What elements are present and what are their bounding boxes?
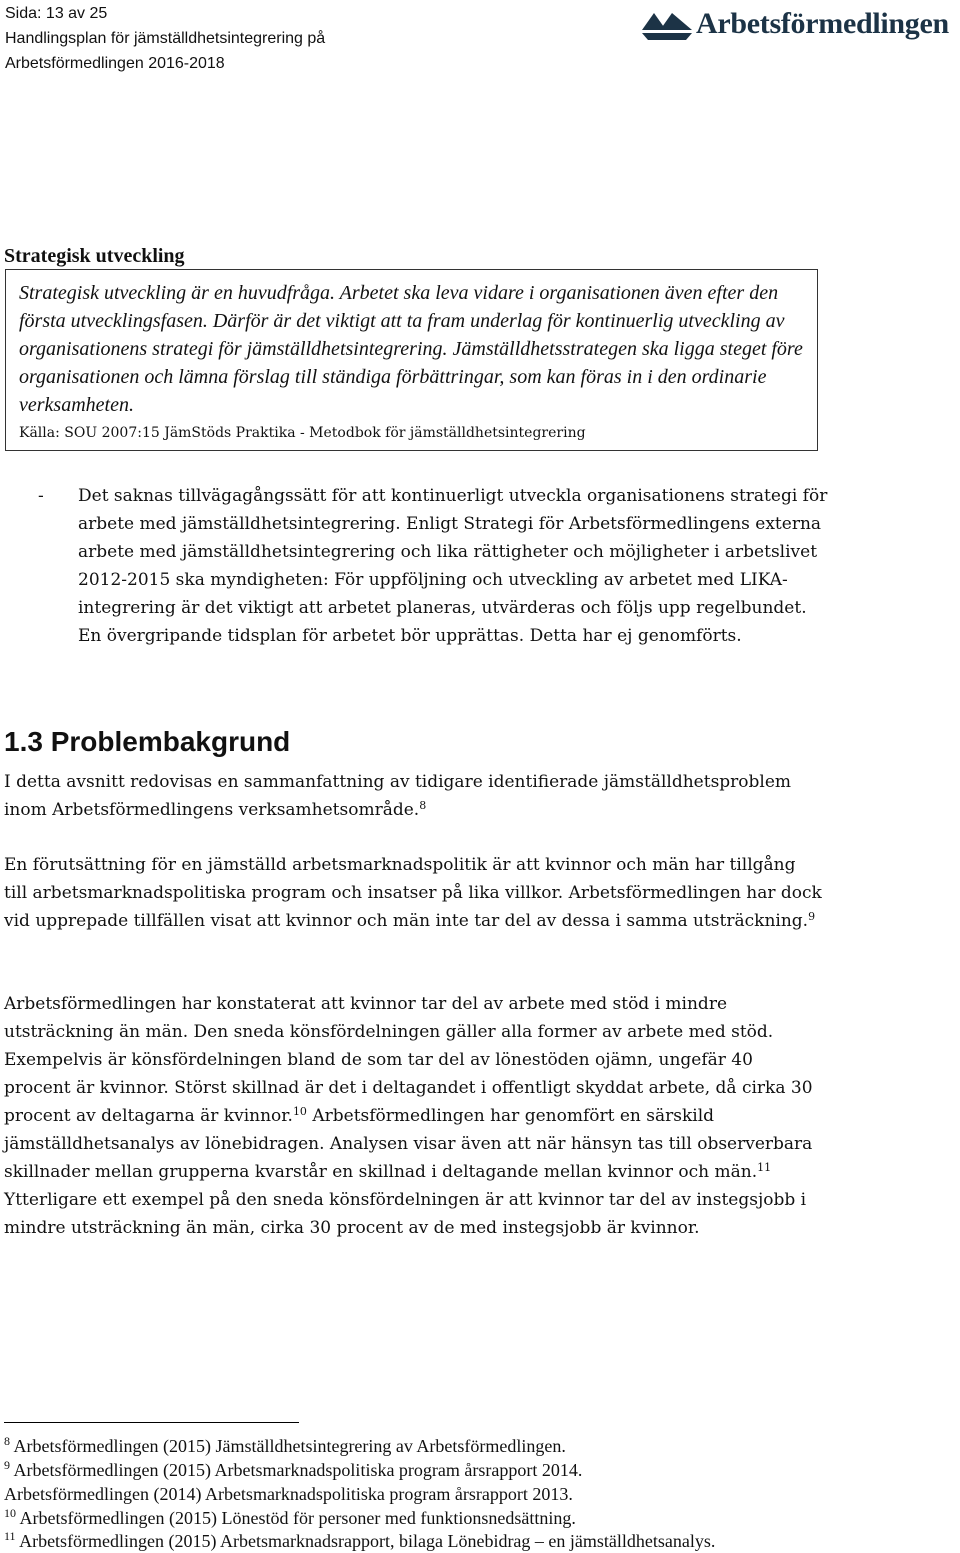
section-heading: 1.3 Problembakgrund — [4, 726, 291, 757]
paragraph-1-text: I detta avsnitt redovisas en sammanfattning av tidigare identifierade jämställdhetsproblem inom Arbetsförmedlingens verksamhetsområde. — [4, 772, 792, 820]
footnote-text: Arbetsförmedlingen (2015) Jämställdhetsintegrering av Arbetsförmedlingen. — [13, 1436, 566, 1456]
paragraph-3-text-a: Arbetsförmedlingen har konstaterat att kvinnor tar del av arbete med stöd i mindre utsträckning än män. Den sneda könsfördelningen gäller alla former av arbete med stöd. Exempelvis är könsfördelningen bland de som tar del av lönestöden ojämn, ungefär 40 procent är kvinnor. Störst skillnad är det i deltagandet i offentligt skyddat arbete, då cirka 30 procent av deltagarna är kvinnor. — [4, 994, 813, 1126]
footnote-ref[interactable]: 10 — [292, 1105, 307, 1118]
footnote-item — [4, 1506, 954, 1530]
section-title: Strategisk utveckling — [4, 245, 185, 267]
footnote-text: Arbetsförmedlingen (2015) Arbetsmarknadsrapport, bilaga Lönebidrag – en jämställdhetsanalys. — [19, 1531, 716, 1551]
paragraph-1 — [4, 768, 824, 824]
footnote-item — [4, 1529, 954, 1553]
footnote-item — [4, 1434, 954, 1458]
document-title-line1: Handlingsplan för jämställdhetsintegrering på — [5, 30, 326, 47]
quote-text: Strategisk utveckling är en huvudfråga. Arbetet ska leva vidare i organisationen även efter den första utvecklingsfasen. Därför är det viktigt att ta fram underlag för kontinuerlig utveckling av organisationens strategi för jämställdhetsintegrering. Jämställdhetsstrategen ska ligga steget före organisationen och lämna förslag till ständiga förbättringar, som kan föras in i den ordinarie verksamheten. — [19, 282, 803, 416]
footnote-number: 8 — [4, 1434, 10, 1448]
bullet-marker: - — [38, 486, 44, 506]
footnote-item — [4, 1482, 954, 1506]
paragraph-2 — [4, 851, 824, 935]
footnote-text: Arbetsförmedlingen (2015) Lönestöd för personer med funktionsnedsättning. — [19, 1508, 576, 1528]
footnote-text: Arbetsförmedlingen (2014) Arbetsmarknadspolitiska program årsrapport 2013. — [4, 1484, 573, 1504]
logo-mark-icon — [640, 4, 694, 46]
footnote-ref[interactable]: 8 — [419, 799, 427, 812]
footnote-number: 10 — [4, 1506, 16, 1520]
document-title-line2: Arbetsförmedlingen 2016-2018 — [5, 55, 225, 72]
footnote-ref[interactable]: 9 — [808, 910, 816, 923]
footnote-divider — [4, 1422, 299, 1423]
footnote-text: Arbetsförmedlingen (2015) Arbetsmarknadspolitiska program årsrapport 2014. — [13, 1460, 583, 1480]
quote-box — [5, 269, 818, 451]
quote-source: Källa: SOU 2007:15 JämStöds Praktika - Metodbok för jämställdhetsintegrering — [19, 425, 586, 441]
paragraph-3-text-c: Ytterligare ett exempel på den sneda könsfördelningen är att kvinnor tar del av instegsjobb i mindre utsträckning än män, cirka 30 procent av de med instegsjobb är kvinnor. — [4, 1190, 807, 1238]
paragraph-2-text: En förutsättning för en jämställd arbetsmarknadspolitik är att kvinnor och män har tillgång till arbetsmarknadspolitiska program och insatser på lika villkor. Arbetsförmedlingen har dock vid upprepade tillfällen visat att kvinnor och män inte tar del av dessa i samma utsträckning. — [4, 855, 822, 931]
page-number: Sida: 13 av 25 — [5, 5, 108, 22]
arbetsformedlingen-logo — [640, 4, 958, 46]
paragraph-3-text-b: Arbetsförmedlingen har genomfört en särskild jämställdhetsanalys av lönebidragen. Analysen visar även att när hänsyn tas till observerbara skillnader mellan grupperna kvarstår en skillnad i deltagande mellan kvinnor och män. — [4, 1106, 813, 1182]
footnote-number: 11 — [4, 1529, 16, 1543]
paragraph-3 — [4, 990, 824, 1242]
bullet-text: Det saknas tillvägagångssätt för att kontinuerligt utveckla organisationens strategi för arbete med jämställdhetsintegrering. Enligt Strategi för Arbetsförmedlingens externa arbete med jämställdhetsintegrering och lika rättigheter och möjligheter i arbetslivet 2012-2015 ska myndigheten: För uppföljning och utveckling av arbetet med LIKA-integrering är det viktigt att arbetet planeras, utvärderas och följs upp regelbundet. En övergripande tidsplan för arbetet bör upprättas. Detta har ej genomförts. — [78, 486, 828, 646]
footnote-item — [4, 1458, 954, 1482]
footnote-number: 9 — [4, 1458, 10, 1472]
footnote-ref[interactable]: 11 — [757, 1161, 772, 1174]
logo-text: Arbetsförmedlingen — [696, 7, 949, 40]
